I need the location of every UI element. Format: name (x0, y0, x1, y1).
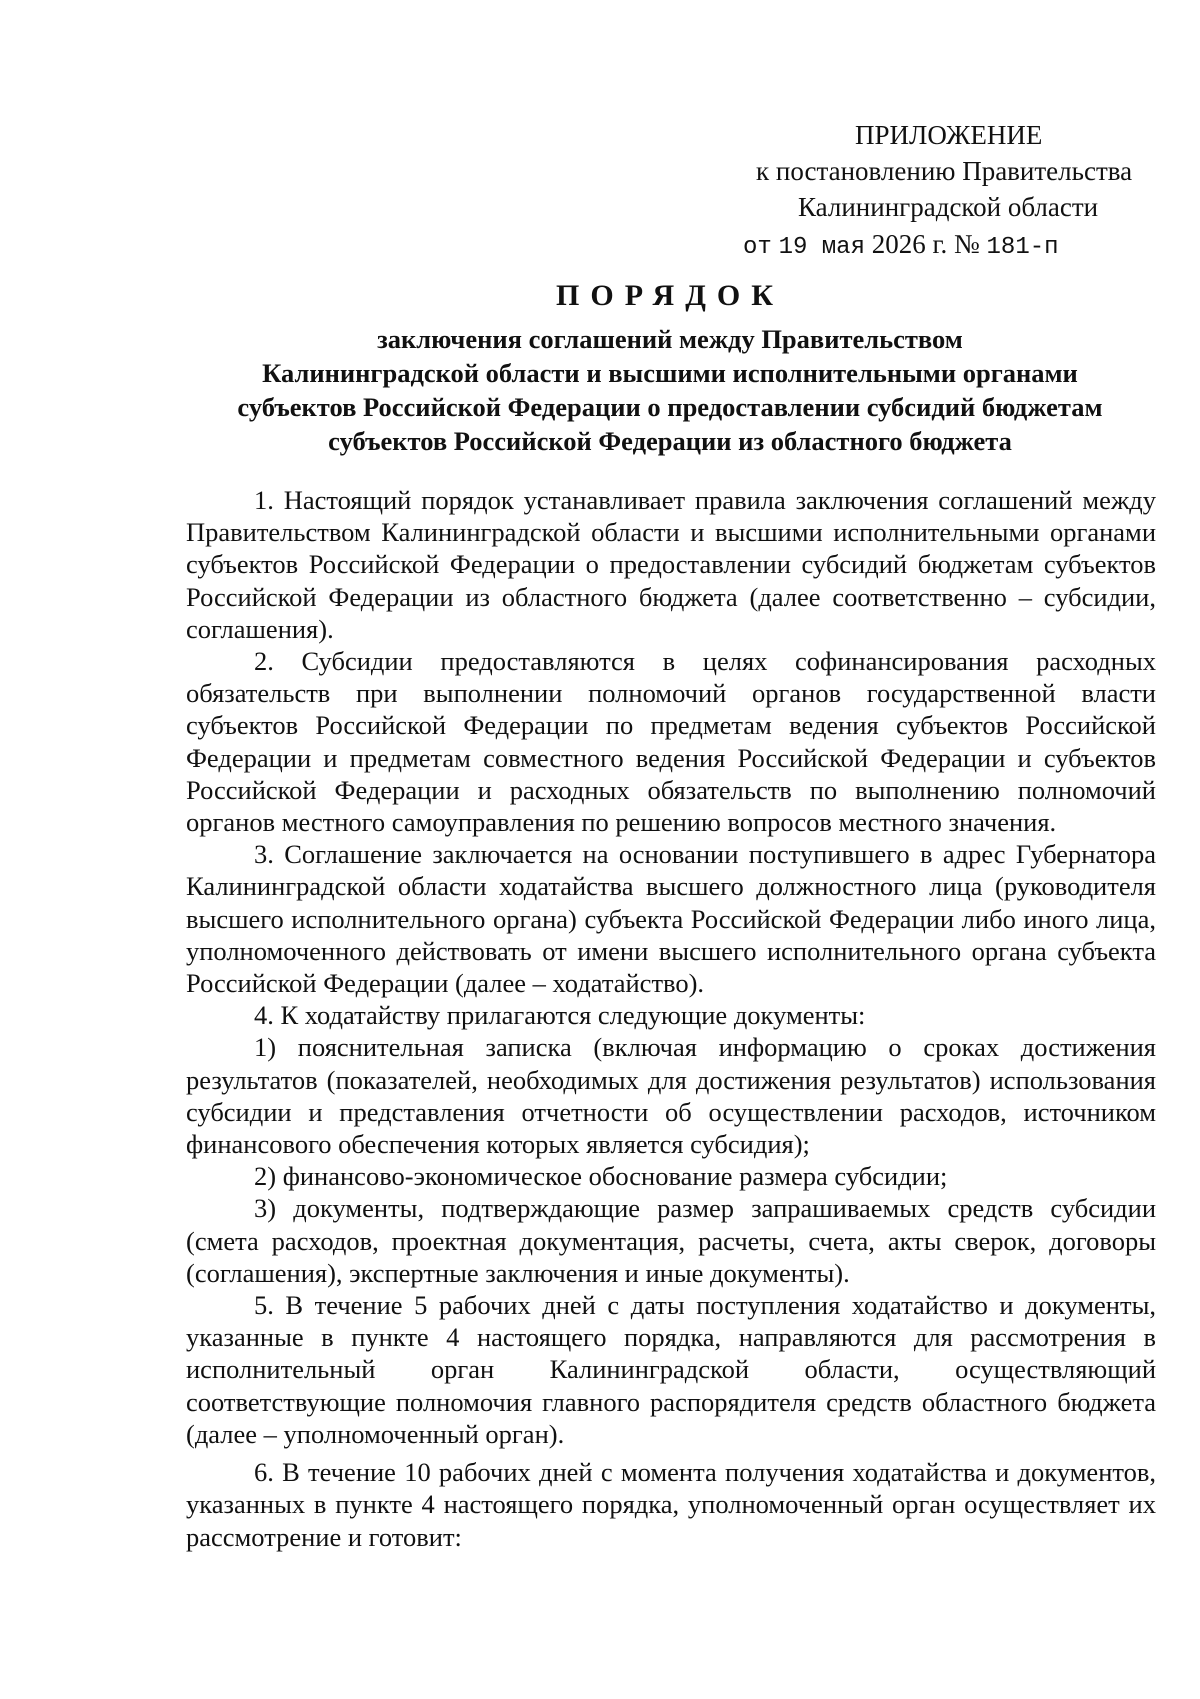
document-heading: ПОРЯДОК (556, 279, 784, 312)
paragraph-3: 3. Соглашение заключается на основании поступившего в адрес Губернатора Калининградской области ходатайства высшего должностного лица (руководителя высшего исполнительного органа) субъекта Российской Федерации либо иного лица, уполномоченного действовать от имени высшего исполнительного органа субъекта Российской Федерации (далее – ходатайство). (186, 839, 1156, 999)
document-body (186, 484, 1156, 1553)
document-subtitle-line: субъектов Российской Федерации из областного бюджета (328, 426, 1012, 456)
appendix-number: 181-п (986, 234, 1059, 261)
list-item-2: 2) финансово-экономическое обоснование размера субсидии; (254, 1161, 948, 1192)
document-subtitle-line: Калининградской области и высшими исполнительными органами (262, 358, 1078, 388)
list-item-1: 1) пояснительная записка (включая информацию о сроках достижения результатов (показателей, необходимых для достижения результатов) использования субсидии и представления отчетности об осуществлении расходов, источником финансового обеспечения которых является субсидия); (186, 1032, 1156, 1160)
appendix-region-line: Калининградской области (798, 192, 1099, 222)
list-item-3: 3) документы, подтверждающие размер запрашиваемых средств субсидии (смета расходов, проектная документация, расчеты, счета, акты сверок, договоры (соглашения), экспертные заключения и иные документы). (186, 1193, 1156, 1288)
appendix-year: 2026 г. № (871, 229, 980, 259)
appendix-date-number-line (743, 227, 1059, 265)
appendix-resolution-line: к постановлению Правительства (756, 156, 1133, 186)
paragraph-6: 6. В течение 10 рабочих дней с момента получения ходатайства и документов, указанных в пункте 4 настоящего порядка, уполномоченный орган осуществляет их рассмотрение и готовит: (186, 1457, 1156, 1552)
paragraph-5: 5. В течение 5 рабочих дней с даты поступления ходатайство и документы, указанные в пункте 4 настоящего порядка, направляются для рассмотрения в исполнительный орган Калининградской области, осуществляющий соответствующие полномочия главного распорядителя средств областного бюджета (далее – уполномоченный орган). (186, 1290, 1156, 1449)
appendix-date-prefix: от (743, 234, 772, 261)
document-subtitle-line: субъектов Российской Федерации о предоставлении субсидий бюджетам (237, 392, 1103, 422)
paragraph-1: 1. Настоящий порядок устанавливает правила заключения соглашений между Правительством Калининградской области и высшими исполнительными органами субъектов Российской Федерации о предоставлении субсидий бюджетам субъектов Российской Федерации из областного бюджета (далее соответственно – субсидии, соглашения). (186, 485, 1156, 644)
appendix-date: 19 мая (778, 234, 865, 261)
document-title (130, 278, 1200, 458)
paragraph-2: 2. Субсидии предоставляются в целях софинансирования расходных обязательств при выполнении полномочий органов государственной власти субъектов Российской Федерации по предметам ведения субъектов Российской Федерации и предметам совместного ведения Российской Федерации и субъектов Российской Федерации и расходных обязательств по выполнению полномочий органов местного самоуправления по решению вопросов местного значения. (186, 646, 1156, 838)
appendix-title: ПРИЛОЖЕНИЕ (855, 120, 1043, 150)
document-subtitle-line: заключения соглашений между Правительством (377, 324, 963, 354)
paragraph-4: 4. К ходатайству прилагаются следующие документы: (254, 1000, 866, 1031)
